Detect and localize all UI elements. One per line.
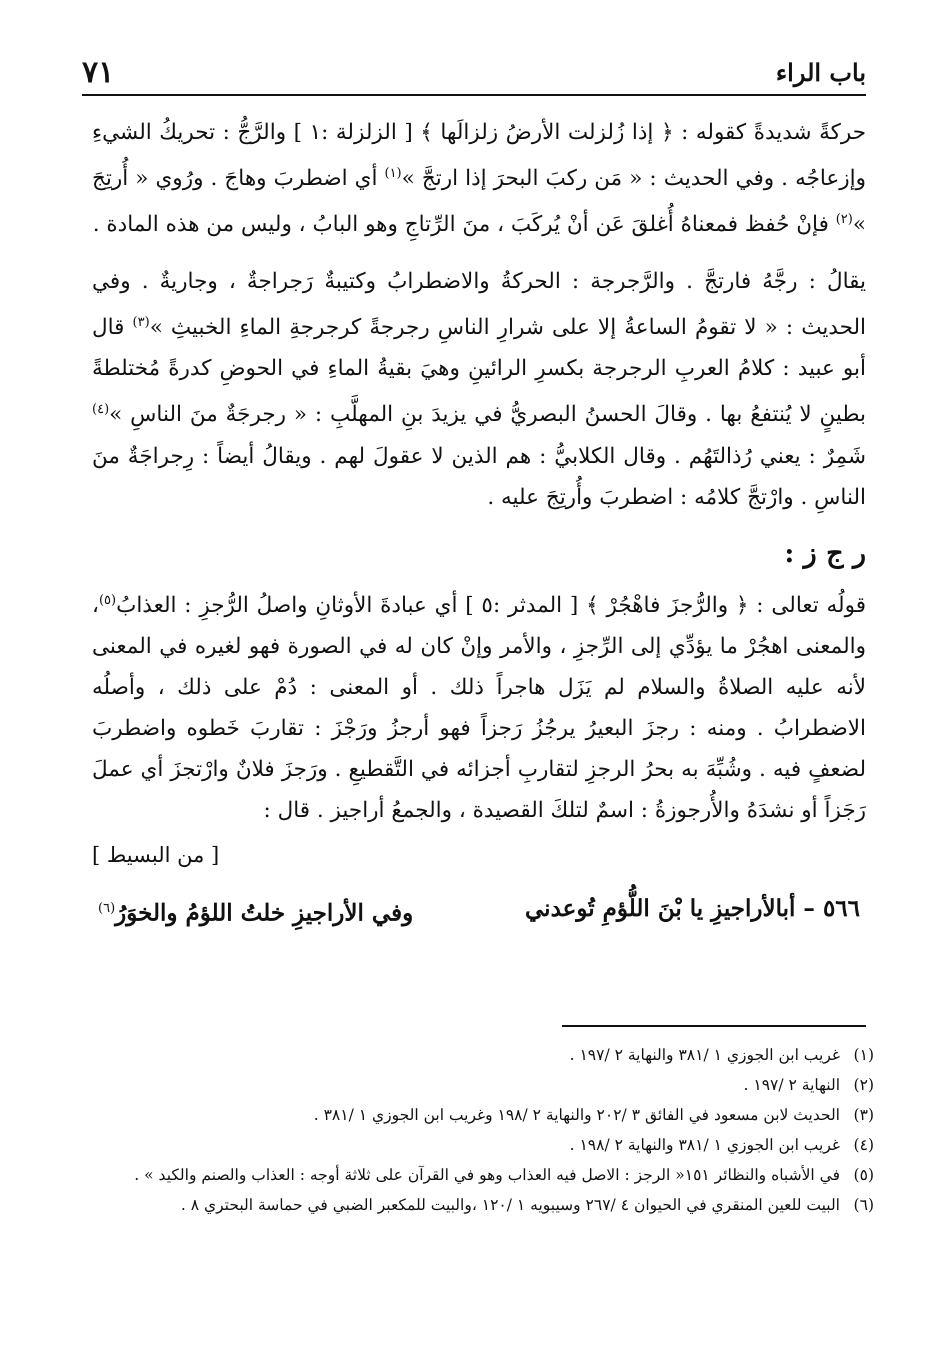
footnote-text: الحديث لابن مسعود في الفائق ٣ /٢٠٢ والنهاية ٢ /١٩٨ وغريب ابن الجوزي ١ /٣٨١ . [313,1106,840,1124]
footnote-ref-3: (٣) [132,315,150,331]
paragraph-2 [92,261,866,517]
footnote-6 [100,1190,874,1220]
paragraph-3-text: قولُه تعالى : ﴿ والرُّجزَ فاهْجُرْ ﴾ [ المدثر :٥ ] أي عبادةَ الأوثانِ واصلُ الرُّجزِ : العذابُ [116,592,866,618]
footnote-number: (٢) [853,1076,874,1094]
footnote-2 [100,1070,874,1100]
footnote-divider [562,1025,866,1027]
footnote-ref-2: (٢) [835,212,853,228]
page-number: ٧١ [82,54,115,90]
poetic-meter: [ من البسيط ] [92,842,220,867]
paragraph-1-end: فإنْ حُفظ فمعناهُ أُغلقَ عَن أنْ يُركَبَ ، منَ الرِّتاجِ وهو البابُ ، وليس من هذه المادة . [92,212,836,238]
main-text [92,112,866,933]
footnote-number: (٥) [853,1166,874,1184]
footnotes [100,1040,874,1220]
footnote-ref-4: (٤) [92,402,110,418]
chapter-title: باب الراء [775,57,866,87]
footnote-5 [100,1160,874,1190]
footnote-number: (٣) [853,1106,874,1124]
verse-first-hemistich: ٥٦٦ – أبالأراجيزِ يا بْنَ اللُّؤمِ تُوعدني [525,894,860,922]
verse-second-hemistich [98,889,413,934]
footnote-text: النهاية ٢ /١٩٧ . [743,1076,840,1094]
footnote-3 [100,1100,874,1130]
footnote-ref-6: (٦) [98,900,116,916]
page-header [82,50,866,96]
poetry-verse [92,889,866,934]
footnote-ref-5: (٥) [98,592,117,608]
footnote-ref-1: (١) [384,166,402,181]
footnote-text: في الأشباه والنظائر ١٥١« الرجز : الاصل فيه العذاب وهو في القرآن على ثلاثة أوجه : العذاب والصنم والكيد » . [134,1166,840,1184]
footnote-number: (٤) [853,1136,874,1154]
paragraph-1 [92,112,866,245]
footnote-text: غريب ابن الجوزي ١ /٣٨١ والنهاية ٢ /١٩٨ . [569,1136,840,1154]
paragraph-1-text: حركةً شديدةً كقوله : ﴿ إذا زُلزلت الأرضُ زلزالَها ﴾ [ الزلزلة :١ ] والرَّجُّ : تحريكُ الشيءِ وإزعاجُه . وفي الحديث : « مَن ركبَ البحرَ إذا ارتجَّ » [92,120,866,192]
paragraph-1-cont: أي اضطربَ وهاجَ . ورُوي « أُرتِجَ » [92,166,866,238]
footnote-number: (٦) [853,1196,874,1214]
verse-second-text: وفي الأراجيزِ خلتُ اللؤمُ والخوَرُ [115,899,414,927]
entry-heading: ر ج ز : [784,537,866,569]
paragraph-2-end: شَمِرٌ : يعني رُذالتَهُم . وقال الكلابيُّ : هم الذين لا عقولَ لهم . ويقالُ أيضاً : رِجراجَةٌ منَ الناسِ . وارْتجَّ كلامُه : اضطربَ وأُرتِجَ عليه . [92,443,866,510]
footnote-4 [100,1130,874,1160]
footnote-text: البيت للعين المنقري في الحيوان ٤ /٢٦٧ وسيبويه ١ /١٢٠ ،والبيت للمكعبر الضبي في حماسة البحتري ٨ . [180,1196,840,1214]
paragraph-2-cont: قال أبو عبيد : كلامُ العربِ الرجرجة بكسرِ الرائينِ وهيَ بقيةُ الماءِ في الحوضِ كدرةً مُختلطةً بطينٍ لا يُنتفعُ بها . وقالَ الحسنُ البصريُّ في يزيدَ بنِ المهلَّبِ : « رجرجَةٌ منَ الناسِ » [92,315,866,428]
footnote-number: (١) [853,1046,874,1064]
paragraph-3 [92,580,866,831]
footnote-text: غريب ابن الجوزي ١ /٣٨١ والنهاية ٢ /١٩٧ . [569,1046,840,1064]
paragraph-2-text: يقالُ : رجَّهُ فارتجَّ . والرَّجرجة : الحركةُ والاضطرابُ وكتيبةٌ رَجراجةٌ ، وجاريةٌ . وفي الحديث : « لا تقومُ الساعةُ إلا على شرارِ الناسِ رجرجةً كرجرجةِ الماءِ الخبيثِ » [92,269,866,341]
paragraph-3-end: ، والمعنى اهجُرْ ما يؤدِّي إلى الرِّجزِ ، والأمر وإنْ كان له في الصورة فهو لغيره في المعنى لأنه عليه الصلاةُ والسلام لم يَزَل هاجراً ذلك . أو المعنى : دُمْ على ذلك ، وأصلُه الاضطرابُ . ومنه : رجزَ البعيرُ يرجُزُ رَجزاً فهو أرجزُ ورَجْزَ : تقاربَ خَطوه واضطربَ لضعفٍ فيه . وشُبِّهَ به بحرُ الرجزِ لتقاربِ أجزائه في التَّقطيعِ . ورَجزَ فلانٌ وارْتجزَ أي عملَ رَجَزاً أو نشدَهُ والأُرجوزةُ : اسمٌ لتلكَ القصيدة ، والجمعُ أراجيز . قال : [92,592,866,823]
footnote-1 [100,1040,874,1070]
